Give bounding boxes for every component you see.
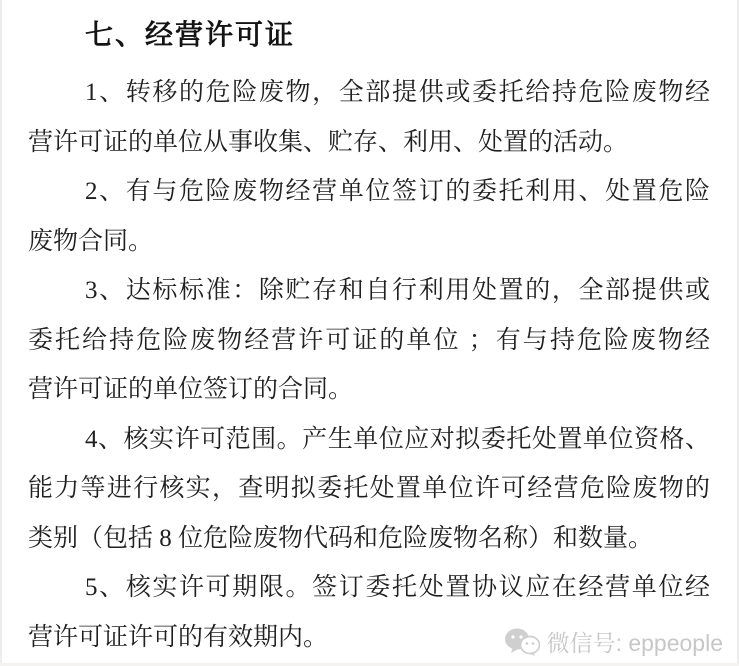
document-line: 3、达标标准：除贮存和自行利用处置的，全部提供或 [85, 277, 710, 304]
document-line: 能力等进行核实，查明拟委托处置单位许可经营危险废物的 [28, 475, 710, 502]
page-left-edge [0, 0, 2, 666]
wechat-icon [504, 627, 540, 657]
document-line: 类别（包括 8 位危险废物代码和危险废物名称）和数量。 [28, 524, 654, 552]
document-line: 废物合同。 [28, 227, 154, 255]
document-line: 营许可证的单位从事收集、贮存、利用、处置的活动。 [28, 128, 629, 156]
watermark [504, 625, 723, 658]
document-line: 委托给持危险废物经营许可证的单位 ；有与持危险废物经 [28, 326, 710, 354]
document-line: 营许可证许可的有效期内。 [28, 623, 329, 651]
document-content [28, 12, 710, 662]
document-body [28, 68, 710, 662]
section-heading: 七、经营许可证 [85, 19, 296, 50]
document-line: 5、核实许可期限。签订委托处置协议应在经营单位经 [85, 574, 710, 601]
document-line: 营许可证的单位签订的合同。 [28, 376, 354, 403]
document-line: 1、转移的危险废物，全部提供或委托给持危险废物经 [85, 79, 710, 106]
watermark-label: 微信号: eppeople [546, 630, 723, 656]
document-line: 2、有与危险废物经营单位签订的委托利用、处置危险 [85, 178, 710, 205]
document-line: 4、核实许可范围。产生单位应对拟委托处置单位资格、 [85, 425, 710, 453]
